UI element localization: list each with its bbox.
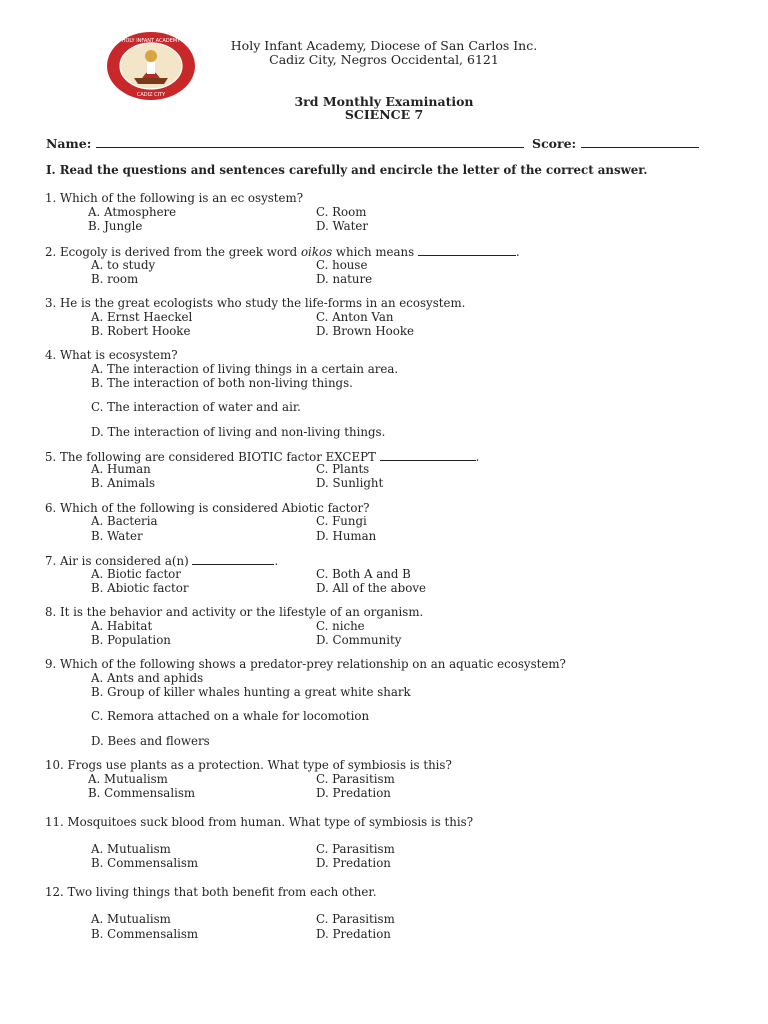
score-field[interactable] (581, 135, 699, 148)
q9-option-d[interactable]: D. Bees and flowers (91, 734, 210, 748)
question-3: 3. He is the great ecologists who study the life-forms in an ecosystem. (45, 296, 466, 310)
question-2-text-a: 2. Ecogoly is derived from the greek word (45, 245, 301, 259)
school-name: Holy Infant Academy, Diocese of San Carlos Inc. (230, 38, 538, 53)
instructions: I. Read the questions and sentences carefully and encircle the letter of the correct answer. (46, 163, 648, 177)
q5-option-d[interactable]: D. Sunlight (316, 476, 384, 490)
question-12: 12. Two living things that both benefit from each other. (45, 885, 377, 899)
q11-option-a[interactable]: A. Mutualism (91, 842, 171, 856)
q10-option-b[interactable]: B. Commensalism (88, 786, 196, 800)
name-label: Name: (46, 136, 92, 151)
q10-option-a[interactable]: A. Mutualism (88, 772, 168, 786)
question-1: 1. Which of the following is an ec osystem? (45, 191, 304, 205)
question-7: 7. Air is considered a(n) . (45, 554, 279, 568)
question-2-blank (418, 244, 516, 256)
q10-option-d[interactable]: D. Predation (316, 786, 391, 800)
q6-option-d[interactable]: D. Human (316, 529, 377, 543)
school-address: Cadiz City, Negros Occidental, 6121 (269, 52, 499, 67)
q4-option-a[interactable]: A. The interaction of living things in a certain area. (91, 362, 399, 376)
svg-text:CADIZ CITY: CADIZ CITY (136, 92, 166, 98)
question-2-text-b: which means (332, 245, 415, 259)
q3-option-a[interactable]: A. Ernst Haeckel (91, 310, 193, 324)
question-7-text: 7. Air is considered a(n) (45, 554, 189, 568)
name-score-line (46, 135, 699, 151)
q12-option-d[interactable]: D. Predation (316, 927, 391, 941)
question-8: 8. It is the behavior and activity or the lifestyle of an organism. (45, 605, 424, 619)
question-5: 5. The following are considered BIOTIC factor EXCEPT . (45, 450, 480, 464)
q12-option-c[interactable]: C. Parasitism (316, 912, 395, 926)
q6-option-b[interactable]: B. Water (91, 529, 143, 543)
q3-option-d[interactable]: D. Brown Hooke (316, 324, 415, 338)
q7-option-d[interactable]: D. All of the above (316, 581, 426, 595)
q11-option-d[interactable]: D. Predation (316, 856, 391, 870)
q7-option-b[interactable]: B. Abiotic factor (91, 581, 189, 595)
exam-title: 3rd Monthly Examination (294, 94, 474, 109)
q4-option-b[interactable]: B. The interaction of both non-living things. (91, 376, 353, 390)
exam-subject: SCIENCE 7 (344, 107, 424, 122)
q3-option-c[interactable]: C. Anton Van (316, 310, 394, 324)
q7-option-a[interactable]: A. Biotic factor (91, 567, 181, 581)
q9-option-a[interactable]: A. Ants and aphids (91, 671, 204, 685)
q1-option-d[interactable]: D. Water (316, 219, 369, 233)
question-10: 10. Frogs use plants as a protection. What type of symbiosis is this? (45, 758, 452, 772)
question-2: 2. Ecogoly is derived from the greek word oikos which means . (45, 245, 520, 259)
q2-option-b[interactable]: B. room (91, 272, 139, 286)
q2-option-c[interactable]: C. house (316, 258, 368, 272)
q7-option-c[interactable]: C. Both A and B (316, 567, 411, 581)
score-label: Score: (532, 136, 577, 151)
q9-option-c[interactable]: C. Remora attached on a whale for locomotion (91, 709, 370, 723)
q4-option-d[interactable]: D. The interaction of living and non-living things. (91, 425, 386, 439)
q6-option-c[interactable]: C. Fungi (316, 514, 367, 528)
q5-option-b[interactable]: B. Animals (91, 476, 156, 490)
q2-option-a[interactable]: A. to study (91, 258, 156, 272)
q10-option-c[interactable]: C. Parasitism (316, 772, 395, 786)
q8-option-b[interactable]: B. Population (91, 633, 171, 647)
question-5-blank (380, 449, 476, 461)
question-7-blank (192, 553, 274, 565)
name-field[interactable] (96, 135, 524, 148)
question-2-italic: oikos (300, 245, 333, 259)
q8-option-a[interactable]: A. Habitat (91, 619, 153, 633)
q11-option-c[interactable]: C. Parasitism (316, 842, 395, 856)
question-11: 11. Mosquitoes suck blood from human. What type of symbiosis is this? (45, 815, 474, 829)
question-4: 4. What is ecosystem? (45, 348, 178, 362)
question-6: 6. Which of the following is considered Abiotic factor? (45, 501, 370, 515)
q1-option-b[interactable]: B. Jungle (88, 219, 143, 233)
q9-option-b[interactable]: B. Group of killer whales hunting a great white shark (91, 685, 411, 699)
q4-option-c[interactable]: C. The interaction of water and air. (91, 400, 301, 414)
q2-option-d[interactable]: D. nature (316, 272, 373, 286)
q12-option-b[interactable]: B. Commensalism (91, 927, 199, 941)
question-9: 9. Which of the following shows a predator-prey relationship on an aquatic ecosystem? (45, 657, 566, 671)
q1-option-c[interactable]: C. Room (316, 205, 367, 219)
q5-option-c[interactable]: C. Plants (316, 462, 370, 476)
question-5-text: 5. The following are considered BIOTIC factor EXCEPT (45, 450, 376, 464)
q11-option-b[interactable]: B. Commensalism (91, 856, 199, 870)
q5-option-a[interactable]: A. Human (91, 462, 151, 476)
q1-option-a[interactable]: A. Atmosphere (88, 205, 177, 219)
svg-text:HOLY INFANT ACADEMY: HOLY INFANT ACADEMY (121, 38, 181, 44)
q3-option-b[interactable]: B. Robert Hooke (91, 324, 191, 338)
q8-option-c[interactable]: C. niche (316, 619, 365, 633)
q12-option-a[interactable]: A. Mutualism (91, 912, 171, 926)
q8-option-d[interactable]: D. Community (316, 633, 402, 647)
q6-option-a[interactable]: A. Bacteria (91, 514, 158, 528)
